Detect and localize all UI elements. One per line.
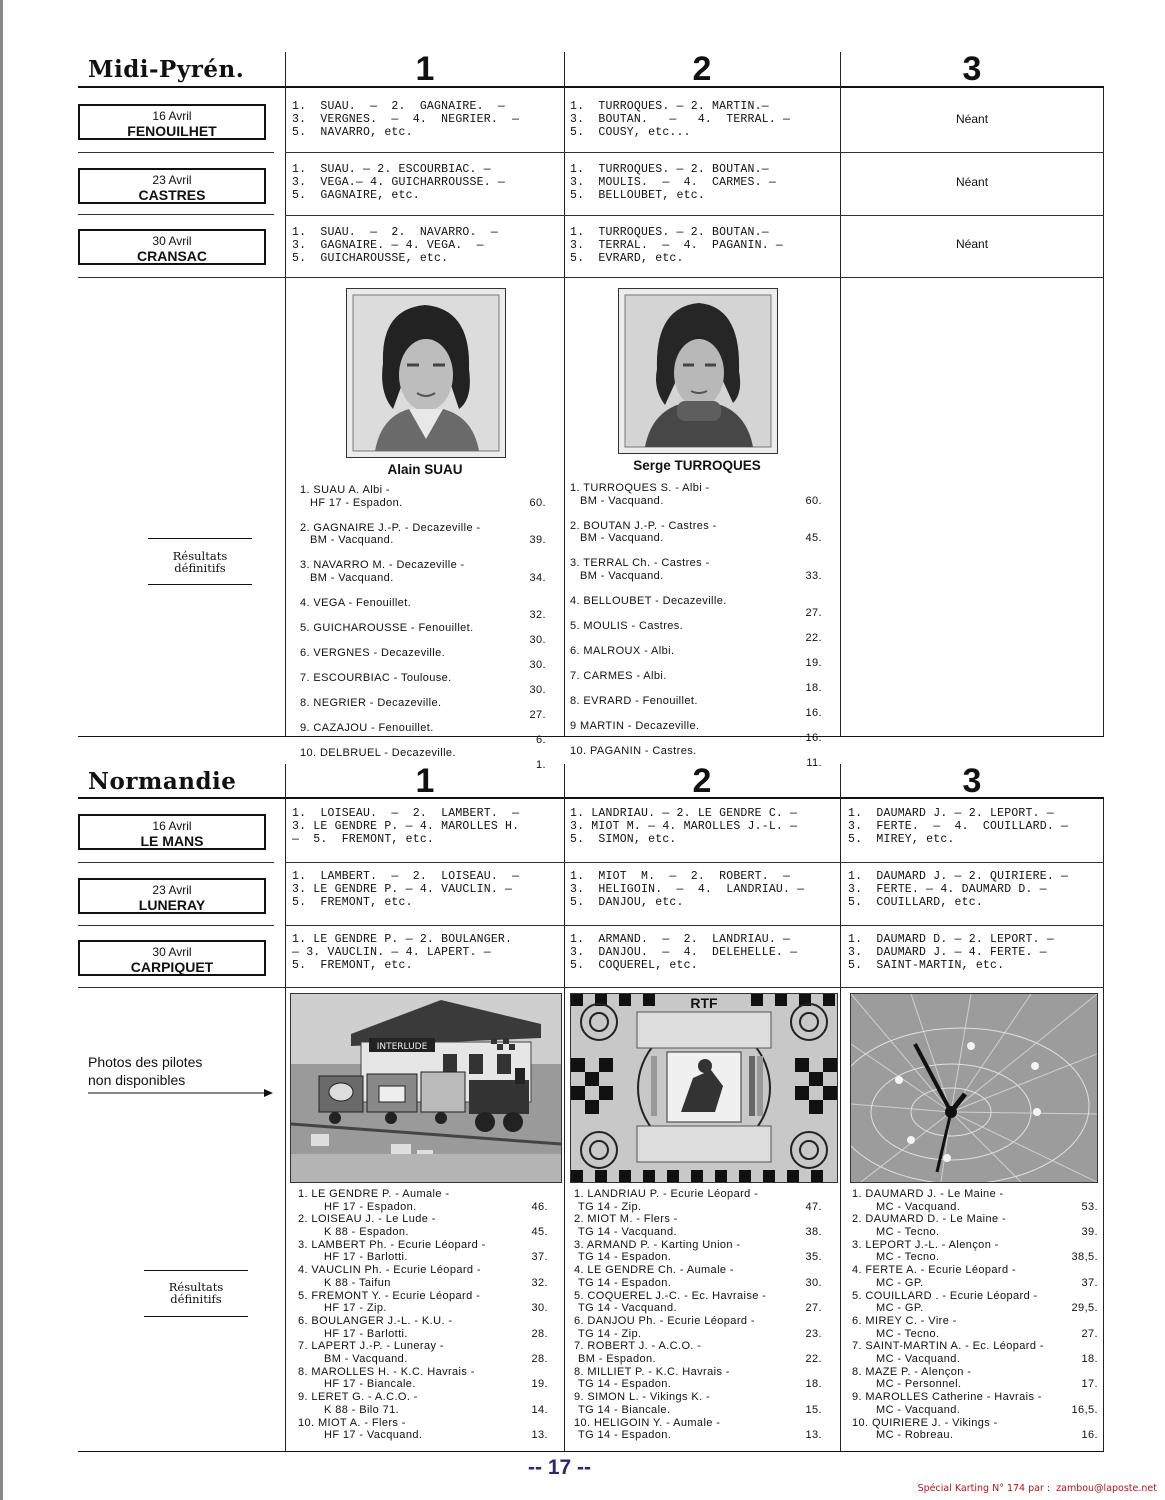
- final-results-text: Résultats définitifs: [168, 1280, 224, 1306]
- standing-points: 53.: [1081, 1200, 1098, 1213]
- race-result-col1: 1. SUAU. — 2. ESCOURBIAC. — 3. VEGA.— 4. GUICHARROUSSE. — 5. GAGNAIRE, etc.: [292, 163, 506, 202]
- region-title: Normandie: [88, 768, 237, 795]
- standing-points: 45.: [531, 1226, 548, 1238]
- column-header-1: 1: [415, 762, 435, 800]
- row-divider: [78, 152, 274, 153]
- standing-entry: 10. QUIRIERE J. - Vikings -: [852, 1416, 998, 1429]
- standing-points: 27.: [805, 1302, 822, 1315]
- standing-entry: 3. ARMAND P. - Karting Union -: [574, 1238, 741, 1251]
- standing-points: 16.: [1081, 1429, 1098, 1442]
- column-header-1: 1: [415, 50, 435, 88]
- column-divider: [840, 764, 841, 1452]
- standing-entry: 1. DAUMARD J. - Le Maine -: [852, 1188, 1004, 1200]
- standing-points: 35.: [805, 1251, 822, 1264]
- standing-entry: 9. CAZAJOU - Fenouillet.: [300, 721, 434, 734]
- standing-points: 27.: [1081, 1327, 1098, 1340]
- race-result-col2: 1. TURROQUES. — 2. BOUTAN.— 3. MOULIS. — 4. CARMES. — 5. BELLOUBET, etc.: [570, 163, 776, 202]
- page-edge: [0, 0, 3, 1500]
- race-result-col3: Néant: [956, 112, 989, 126]
- standing-entry-detail: TG 14 - Espadon.: [578, 1251, 672, 1264]
- standing-entry-detail: K 88 - Taifun: [324, 1276, 391, 1289]
- standing-entry-detail: MC - Tecno.: [876, 1251, 940, 1264]
- standing-entry-detail: TG 14 - Biancale.: [578, 1403, 671, 1416]
- standing-entry: 6. MIREY C. - Vire -: [852, 1315, 957, 1327]
- column-header-2: 2: [692, 762, 712, 800]
- standing-entry: 3. TERRAL Ch. - Castres -: [570, 557, 710, 569]
- column-header-2: 2: [692, 50, 712, 88]
- standing-entry: 4. VEGA - Fenouillet.: [300, 596, 412, 609]
- race-date: 16 Avril: [152, 819, 192, 833]
- standing-entry: 9 MARTIN - Decazeville.: [570, 719, 700, 732]
- row-divider: [285, 862, 1104, 863]
- race-box-le-mans: [78, 814, 266, 850]
- standing-entry-detail: MC - Tecno.: [876, 1226, 940, 1238]
- standing-entry-detail: MC - Robreau.: [876, 1429, 954, 1442]
- standing-points: 13.: [531, 1429, 548, 1442]
- standing-entry-detail: HF 17 - Barlotti.: [324, 1327, 408, 1340]
- standing-entry-detail: MC - Vacquand.: [876, 1200, 961, 1213]
- column-header-3: 3: [962, 762, 982, 800]
- race-result-col2: 1. LANDRIAU. — 2. LE GENDRE C. — 3. MIOT M. — 4. MAROLLES J.-L. — 5. SIMON, etc.: [570, 807, 798, 846]
- standing-points: 38,5.: [1071, 1251, 1098, 1264]
- standing-points: 60.: [529, 496, 546, 509]
- standing-points: 30.: [805, 1276, 822, 1289]
- final-standings-col1: [298, 1188, 548, 1444]
- column-divider: [1103, 799, 1104, 1452]
- standing-entry-detail: HF 17 - Barlotti.: [324, 1251, 408, 1264]
- standing-entry: 6. BOULANGER J.-L. - K.U. -: [298, 1315, 453, 1327]
- standing-entry-detail: BM - Vacquand.: [324, 1353, 408, 1365]
- row-divider: [285, 152, 1104, 153]
- standing-entry: 5. FREMONT Y. - Ecurie Léopard -: [298, 1289, 481, 1302]
- standing-entry-detail: K 88 - Bilo 71.: [324, 1403, 400, 1416]
- section-bottom-rule: [78, 1451, 1104, 1452]
- standing-entry: 10. HELIGOIN Y. - Aumale -: [574, 1416, 721, 1429]
- race-result-col2: 1. MIOT M. — 2. ROBERT. — 3. HELIGOIN. — 4. LANDRIAU. — 5. DANJOU, etc.: [570, 870, 805, 909]
- standing-points: 6.: [536, 733, 546, 746]
- standing-entry: 10. PAGANIN - Castres.: [570, 744, 697, 757]
- standing-entry: 9. SIMON L. - Vikings K. -: [574, 1391, 711, 1404]
- section-normandie: [78, 764, 1104, 1452]
- standing-points: 18.: [805, 681, 822, 694]
- standing-entry: 8. MAZE P. - Alençon -: [852, 1365, 972, 1378]
- race-place: LUNERAY: [138, 897, 206, 913]
- standing-entry: 5. COUILLARD . - Ecurie Léopard -: [852, 1289, 1038, 1302]
- section-midi-pyrenees: [78, 50, 1104, 771]
- standing-entry-detail: TG 14 - Vacquand.: [578, 1302, 677, 1315]
- race-result-col3: 1. DAUMARD J. — 2. QUIRIERE. — 3. FERTE. — 4. DAUMARD D. — 5. COUILLARD, etc.: [848, 870, 1069, 909]
- standing-points: 19.: [805, 656, 822, 669]
- final-standings-col1: [300, 484, 546, 771]
- footer-credit: Spécial Karting N° 174 par : zambou@laposte.net: [917, 1483, 1157, 1494]
- standing-entry-detail: BM - Vacquand.: [580, 569, 664, 582]
- standing-points: 39.: [529, 534, 546, 546]
- standing-entry-detail: BM - Espadon.: [578, 1353, 656, 1365]
- race-result-col2: 1. TURROQUES. — 2. MARTIN.— 3. BOUTAN. — 4. TERRAL. — 5. COUSY, etc...: [570, 100, 791, 139]
- header-rule: [78, 797, 1104, 799]
- final-standings-col3: [852, 1188, 1098, 1444]
- standing-points: 11.: [806, 756, 822, 769]
- row-divider: [78, 925, 274, 926]
- standing-points: 23.: [805, 1327, 822, 1340]
- column-divider: [840, 52, 841, 737]
- driver-photo-alain-suau: [346, 288, 506, 458]
- standing-points: 30.: [531, 1302, 548, 1315]
- standing-points: 1.: [536, 758, 546, 771]
- race-result-col1: 1. LE GENDRE P. — 2. BOULANGER. — 3. VAUCLIN. — 4. LAPERT. — 5. FREMONT, etc.: [292, 933, 513, 972]
- race-result-col1: 1. SUAU. — 2. NAVARRO. — 3. GAGNAIRE. — 4. VEGA. — 5. GUICHAROUSSE, etc.: [292, 226, 498, 265]
- race-place: CRANSAC: [137, 248, 207, 264]
- standing-points: 30.: [529, 633, 546, 646]
- standing-points: 16,5.: [1071, 1403, 1098, 1416]
- race-date: 30 Avril: [152, 945, 192, 959]
- standing-entry: 3. NAVARRO M. - Decazeville -: [300, 559, 465, 571]
- standing-entry: 4. VAUCLIN Ph. - Ecurie Léopard -: [298, 1264, 481, 1277]
- column-divider: [564, 764, 565, 1452]
- standing-entry: 3. LEPORT J.-L. - Alençon -: [852, 1238, 999, 1251]
- race-result-col3: 1. DAUMARD J. — 2. LEPORT. — 3. FERTE. — 4. COUILLARD. — 5. MIREY, etc.: [848, 807, 1069, 846]
- standing-entry-detail: TG 14 - Zip.: [578, 1200, 642, 1213]
- race-result-col1: 1. LOISEAU. — 2. LAMBERT. — 3. LE GENDRE P. — 4. MAROLLES H. — 5. FREMONT, etc.: [292, 807, 520, 846]
- photo-caption: Serge TURROQUES: [633, 458, 761, 473]
- standing-entry: 6. DANJOU Ph. - Ecurie Léopard -: [574, 1315, 755, 1327]
- race-result-col2: 1. ARMAND. — 2. LANDRIAU. — 3. DANJOU. — 4. DELEHELLE. — 5. COQUEREL, etc.: [570, 933, 798, 972]
- standing-entry-detail: HF 17 - Vacquand.: [324, 1429, 423, 1442]
- standing-points: 15.: [805, 1403, 822, 1416]
- standing-entry: 9. LERET G. - A.C.O. -: [298, 1391, 418, 1404]
- standing-entry-detail: MC - Personnel.: [876, 1378, 962, 1391]
- standing-points: 27.: [529, 708, 546, 721]
- standing-entry: 8. NEGRIER - Decazeville.: [300, 696, 442, 709]
- standing-entry-detail: BM - Vacquand.: [310, 571, 394, 584]
- final-standings-col2: [570, 482, 822, 769]
- final-results-text: Résultats définitifs: [172, 549, 228, 575]
- photo-caption: Alain SUAU: [387, 462, 463, 477]
- standing-entry-detail: TG 14 - Espadon.: [578, 1429, 672, 1442]
- standing-entry-detail: TG 14 - Espadon.: [578, 1276, 672, 1289]
- race-place: LE MANS: [140, 833, 204, 849]
- interlude-clock-image: [850, 993, 1098, 1183]
- standing-points: 45.: [805, 532, 822, 544]
- race-date: 23 Avril: [152, 883, 192, 897]
- standing-points: 22.: [805, 631, 822, 644]
- standing-points: 46.: [531, 1200, 548, 1213]
- interlude-train-image: [290, 993, 562, 1183]
- standing-points: 13.: [805, 1429, 822, 1442]
- rtf-test-card-image: [570, 993, 838, 1183]
- standing-entry-detail: MC - GP.: [876, 1302, 924, 1315]
- race-result-col3: 1. DAUMARD D. — 2. LEPORT. — 3. DAUMARD J. — 4. FERTE. — 5. SAINT-MARTIN, etc.: [848, 933, 1054, 972]
- standing-points: 16.: [805, 731, 822, 744]
- standing-points: 30.: [529, 683, 546, 696]
- standing-points: 47.: [805, 1200, 822, 1213]
- interlude-sign: INTERLUDE: [376, 1042, 428, 1052]
- row-divider: [285, 925, 1104, 926]
- race-date: 30 Avril: [152, 234, 192, 248]
- standing-entry: 2. BOUTAN J.-P. - Castres -: [570, 519, 717, 532]
- standing-entry: 5. MOULIS - Castres.: [570, 619, 684, 632]
- standing-entry: 7. ROBERT J. - A.C.O. -: [574, 1340, 702, 1353]
- column-divider: [564, 52, 565, 737]
- standing-points: 28.: [531, 1327, 548, 1340]
- standing-entry: 4. LE GENDRE Ch. - Aumale -: [574, 1264, 734, 1277]
- standing-entry-detail: MC - Vacquand.: [876, 1403, 961, 1416]
- section-bottom-rule: [78, 736, 1104, 737]
- standing-entry: 2. MIOT M. - Flers -: [574, 1213, 678, 1226]
- page-number: -- 17 --: [528, 1456, 591, 1479]
- race-box-fenouilhet: [78, 104, 266, 140]
- standing-entry: 1. LANDRIAU P. - Ecurie Léopard -: [574, 1188, 759, 1200]
- standing-points: 18.: [1081, 1353, 1098, 1365]
- standing-points: 32.: [531, 1276, 548, 1289]
- standing-points: 18.: [805, 1378, 822, 1391]
- final-results-label: [148, 538, 252, 574]
- race-box-castres: [78, 168, 266, 204]
- row-divider: [78, 862, 274, 863]
- standing-points: 34.: [529, 571, 546, 584]
- standing-points: 29,5.: [1071, 1302, 1098, 1315]
- row-divider: [78, 987, 1104, 988]
- standing-entry-detail: BM - Vacquand.: [580, 494, 664, 507]
- standing-entry: 4. FERTE A. - Ecurie Léopard -: [852, 1264, 1017, 1277]
- race-result-col1: 1. SUAU. — 2. GAGNAIRE. — 3. VERGNES. — 4. NEGRIER. — 5. NAVARRO, etc.: [292, 100, 520, 139]
- race-result-col2: 1. TURROQUES. — 2. BOUTAN.— 3. TERRAL. — 4. PAGANIN. — 5. EVRARD, etc.: [570, 226, 784, 265]
- standing-points: 27.: [805, 606, 822, 619]
- race-place: CARPIQUET: [130, 959, 214, 975]
- standing-points: 22.: [805, 1353, 822, 1365]
- race-date: 16 Avril: [152, 109, 192, 123]
- standing-points: 37.: [531, 1251, 548, 1264]
- standing-points: 39.: [1081, 1226, 1098, 1238]
- race-result-col3: Néant: [956, 175, 989, 189]
- standing-entry: 6. VERGNES - Decazeville.: [300, 646, 446, 659]
- column-divider: [1103, 88, 1104, 737]
- standing-points: 14.: [531, 1403, 548, 1416]
- standing-points: 38.: [805, 1226, 822, 1238]
- standing-entry-detail: HF 17 - Espadon.: [324, 1200, 417, 1213]
- standing-entry: 6. MALROUX - Albi.: [570, 644, 675, 657]
- standing-points: 19.: [531, 1378, 548, 1391]
- standing-entry: 5. GUICHAROUSSE - Fenouillet.: [300, 621, 474, 634]
- standing-entry-detail: MC - Vacquand.: [876, 1353, 961, 1365]
- rtf-logo: RTF: [690, 995, 718, 1011]
- standing-entry: 2. DAUMARD D. - Le Maine -: [852, 1213, 1007, 1226]
- standing-points: 30.: [529, 658, 546, 671]
- header-rule: [78, 86, 1104, 88]
- standing-entry: 5. COQUEREL J.-C. - Ec. Havraise -: [574, 1289, 767, 1302]
- standing-entry: 1. TURROQUES S. - Albi -: [570, 482, 710, 494]
- standing-entry-detail: TG 14 - Vacquand.: [578, 1226, 677, 1238]
- race-place: FENOUILHET: [127, 123, 217, 139]
- standing-entry: 1. SUAU A. Albi -: [300, 484, 390, 496]
- column-divider: [285, 764, 286, 1452]
- standing-entry-detail: HF 17 - Zip.: [324, 1302, 387, 1315]
- arrow-right-icon: [88, 1088, 274, 1098]
- standing-entry: 7. ESCOURBIAC - Toulouse.: [300, 671, 452, 684]
- standing-entry-detail: BM - Vacquand.: [580, 532, 664, 544]
- driver-photo-serge-turroques: [618, 288, 778, 454]
- row-divider: [78, 277, 1104, 278]
- standing-entry: 2. GAGNAIRE J.-P. - Decazeville -: [300, 521, 481, 534]
- standing-points: 17.: [1081, 1378, 1098, 1391]
- column-header-3: 3: [962, 50, 982, 88]
- standing-entry: 7. LAPERT J.-P. - Luneray -: [298, 1340, 444, 1353]
- region-title: Midi-Pyrén.: [88, 56, 245, 83]
- column-divider: [285, 52, 286, 737]
- standing-entry: 7. SAINT-MARTIN A. - Ec. Léopard -: [852, 1340, 1044, 1353]
- standing-entry-detail: BM - Vacquand.: [310, 534, 394, 546]
- standing-entry: 7. CARMES - Albi.: [570, 669, 667, 682]
- standing-entry-detail: HF 17 - Espadon.: [310, 496, 403, 509]
- standing-entry: 3. LAMBERT Ph. - Ecurie Léopard -: [298, 1238, 486, 1251]
- standing-entry: 10. DELBRUEL - Decazeville.: [300, 746, 456, 759]
- race-result-col1: 1. LAMBERT. — 2. LOISEAU. — 3. LE GENDRE P. — 4. VAUCLIN. — 5. FREMONT, etc.: [292, 870, 520, 909]
- standing-entry-detail: K 88 - Espadon.: [324, 1226, 409, 1238]
- standing-points: 32.: [529, 608, 546, 621]
- standing-entry-detail: MC - GP.: [876, 1276, 924, 1289]
- standing-points: 60.: [805, 494, 822, 507]
- standing-entry: 10. MIOT A. - Flers -: [298, 1416, 406, 1429]
- race-result-col3: Néant: [956, 237, 989, 251]
- standing-entry: 8. MAROLLES H. - K.C. Havrais -: [298, 1365, 475, 1378]
- standing-entry-detail: TG 14 - Espadon.: [578, 1378, 672, 1391]
- race-place: CASTRES: [138, 187, 206, 203]
- final-standings-col2: [574, 1188, 822, 1444]
- standing-entry: 2. LOISEAU J. - Le Lude -: [298, 1213, 436, 1226]
- photos-unavailable-note: Photos des pilotes non disponibles: [88, 1054, 203, 1088]
- standing-points: 28.: [531, 1353, 548, 1365]
- standing-entry: 1. LE GENDRE P. - Aumale -: [298, 1188, 450, 1200]
- standing-entry-detail: TG 14 - Zip.: [578, 1327, 642, 1340]
- standing-entry: 9. MAROLLES Catherine - Havrais -: [852, 1391, 1042, 1404]
- row-divider: [78, 214, 274, 215]
- standing-entry: 8. MILLIET P. - K.C. Havrais -: [574, 1365, 730, 1378]
- standing-points: 37.: [1081, 1276, 1098, 1289]
- race-box-cransac: [78, 229, 266, 265]
- standing-entry: 4. BELLOUBET - Decazeville.: [570, 594, 727, 607]
- final-results-label: [144, 1270, 248, 1305]
- standing-entry-detail: HF 17 - Biancale.: [324, 1378, 416, 1391]
- race-box-luneray: [78, 878, 266, 914]
- race-date: 23 Avril: [152, 173, 192, 187]
- standing-points: 33.: [805, 569, 822, 582]
- row-divider: [285, 215, 1104, 216]
- standing-entry-detail: MC - Tecno.: [876, 1327, 940, 1340]
- standing-points: 16.: [805, 706, 822, 719]
- race-box-carpiquet: [78, 940, 266, 976]
- standing-entry: 8. EVRARD - Fenouillet.: [570, 694, 698, 707]
